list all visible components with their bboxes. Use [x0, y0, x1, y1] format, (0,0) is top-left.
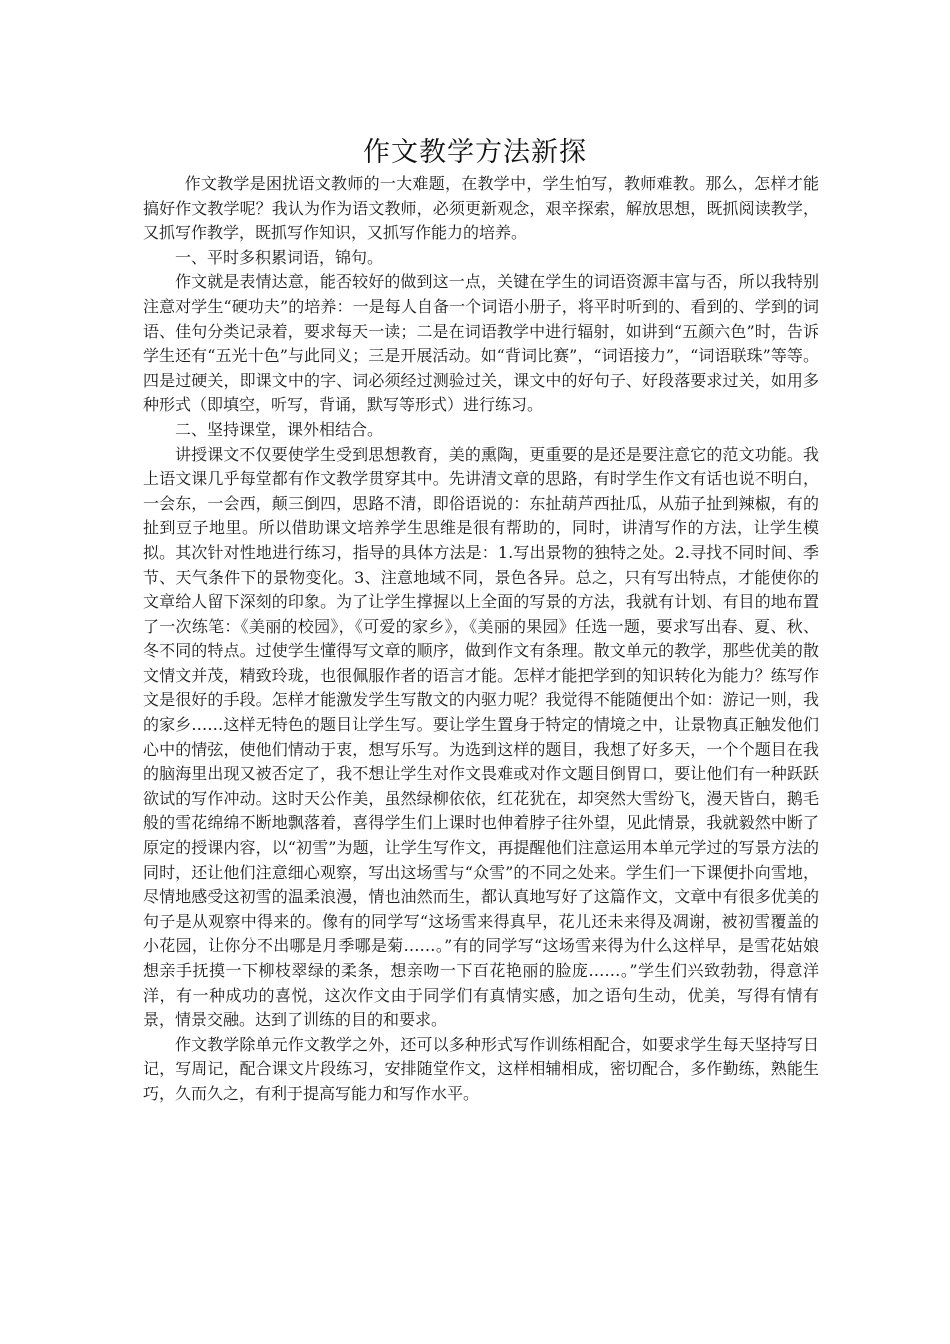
paragraph-section-1: 作文就是表情达意，能否较好的做到这一点，关键在学生的词语资源丰富与否，所以我特别注意对学生“硬功夫”的培养：一是每人自备一个词语小册子，将平时听到的、看到的、学到的词语、佳句分类记录着，要求每天一读；二是在词语教学中进行辐射，如讲到“五颜六色”时，告诉学生还有“五光十色”与此同义；三是开展活动。如“背词比赛”，“词语接力”，“词语联珠”等等。四是过硬关，即课文中的字、词必须经过测验过关，课文中的好句子、好段落要求过关，如用多种形式（即填空，听写，背诵，默写等形式）进行练习。 — [143, 272, 819, 415]
paragraph-intro: 作文教学是困扰语文教师的一大难题，在教学中，学生怕写，教师难教。那么，怎样才能搞好作文教学呢？我认为作为语文教师，必须更新观念，艰辛探索，解放思想，既抓阅读教学，又抓写作教学，既抓写作知识，又抓写作能力的培养。 — [143, 174, 819, 243]
paragraph-conclusion: 作文教学除单元作文教学之外，还可以多种形式写作训练相配合，如要求学生每天坚持写日记，写周记，配合课文片段练习，安排随堂作文，这样相辅相成，密切配合，多作勤练，熟能生巧，久而久之，有利于提高写能力和写作水平。 — [143, 1034, 819, 1103]
section-heading-1: 一、平时多积累词语，锦句。 — [175, 247, 384, 267]
paragraph-section-2: 讲授课文不仅要使学生受到思想教育，美的熏陶，更重要的是还是要注意它的范文功能。我上语文课几乎每堂都有作文教学贯穿其中。先讲清文章的思路，有时学生作文有话也说不明白，一会东，一会西，颠三倒四，思路不清，即俗语说的：东扯葫芦西扯瓜，从茄子扯到辣椒，有的扯到豆子地里。所以借助课文培养学生思维是很有帮助的，同时，讲清写作的方法，让学生模拟。其次针对性地进行练习，指导的具体方法是：1.写出景物的独特之处。2.寻找不同时间、季节、天气条件下的景物变化。3、注意地域不同，景色各异。总之，只有写出特点，才能使你的文章给人留下深刻的印象。为了让学生撑握以上全面的写景的方法，我就有计划、有目的地布置了一次练笔：《美丽的校园》，《可爱的家乡》，《美丽的果园》任选一题，要求写出春、夏、秋、冬不同的特点。过使学生懂得写文章的顺序，做到作文有条理。散文单元的教学，那些优美的散文情文并茂，精致玲珑，也很佩服作者的语言才能。怎样才能把学到的知识转化为能力？练写作文是很好的手段。怎样才能激发学生写散文的内驱力呢？我觉得不能随便出个如：游记一则，我的家乡……这样无特色的题目让学生写。要让学生置身于特定的情境之中，让景物真正触发他们心中的情弦，使他们情动于衷，想写乐写。为选到这样的题目，我想了好多天，一个个题目在我的脑海里出现又被否定了，我不想让学生对作文畏难或对作文题目倒胃口，要让他们有一种跃跃欲试的写作冲动。这时天公作美，虽然绿柳依依，红花犹在，却突然大雪纷飞，漫天皆白，鹅毛般的雪花绵绵不断地飘落着，喜得学生们上课时也伸着脖子往外望，见此情景，我就毅然中断了原定的授课内容，以“初雪”为题，让学生写作文，再提醒他们注意运用本单元学过的写景方法的同时，还让他们注意细心观察，写出这场雪与“众雪”的不同之处来。学生们一下课便扑向雪地，尽情地感受这初雪的温柔浪漫，情也油然而生，都认真地写好了这篇作文，文章中有很多优美的句子是从观察中得来的。像有的同学写“这场雪来得真早，花儿还未来得及凋谢，被初雪覆盖的小花园，让你分不出哪是月季哪是菊……。”有的同学写“这场雪来得为什么这样早，是雪花姑娘想亲手抚摸一下柳枝翠绿的柔条，想亲吻一下百花艳丽的脸庞……。”学生们兴致勃勃，得意洋洋，有一种成功的喜悦，这次作文由于同学们有真情实感，加之语句生动，优美，写得有情有景，情景交融。达到了训练的目的和要求。 — [143, 444, 819, 1030]
document-body — [143, 172, 819, 1107]
document-title: 作文教学方法新探 — [363, 137, 587, 168]
section-heading-2: 二、坚持课堂，课外相结合。 — [175, 419, 384, 439]
